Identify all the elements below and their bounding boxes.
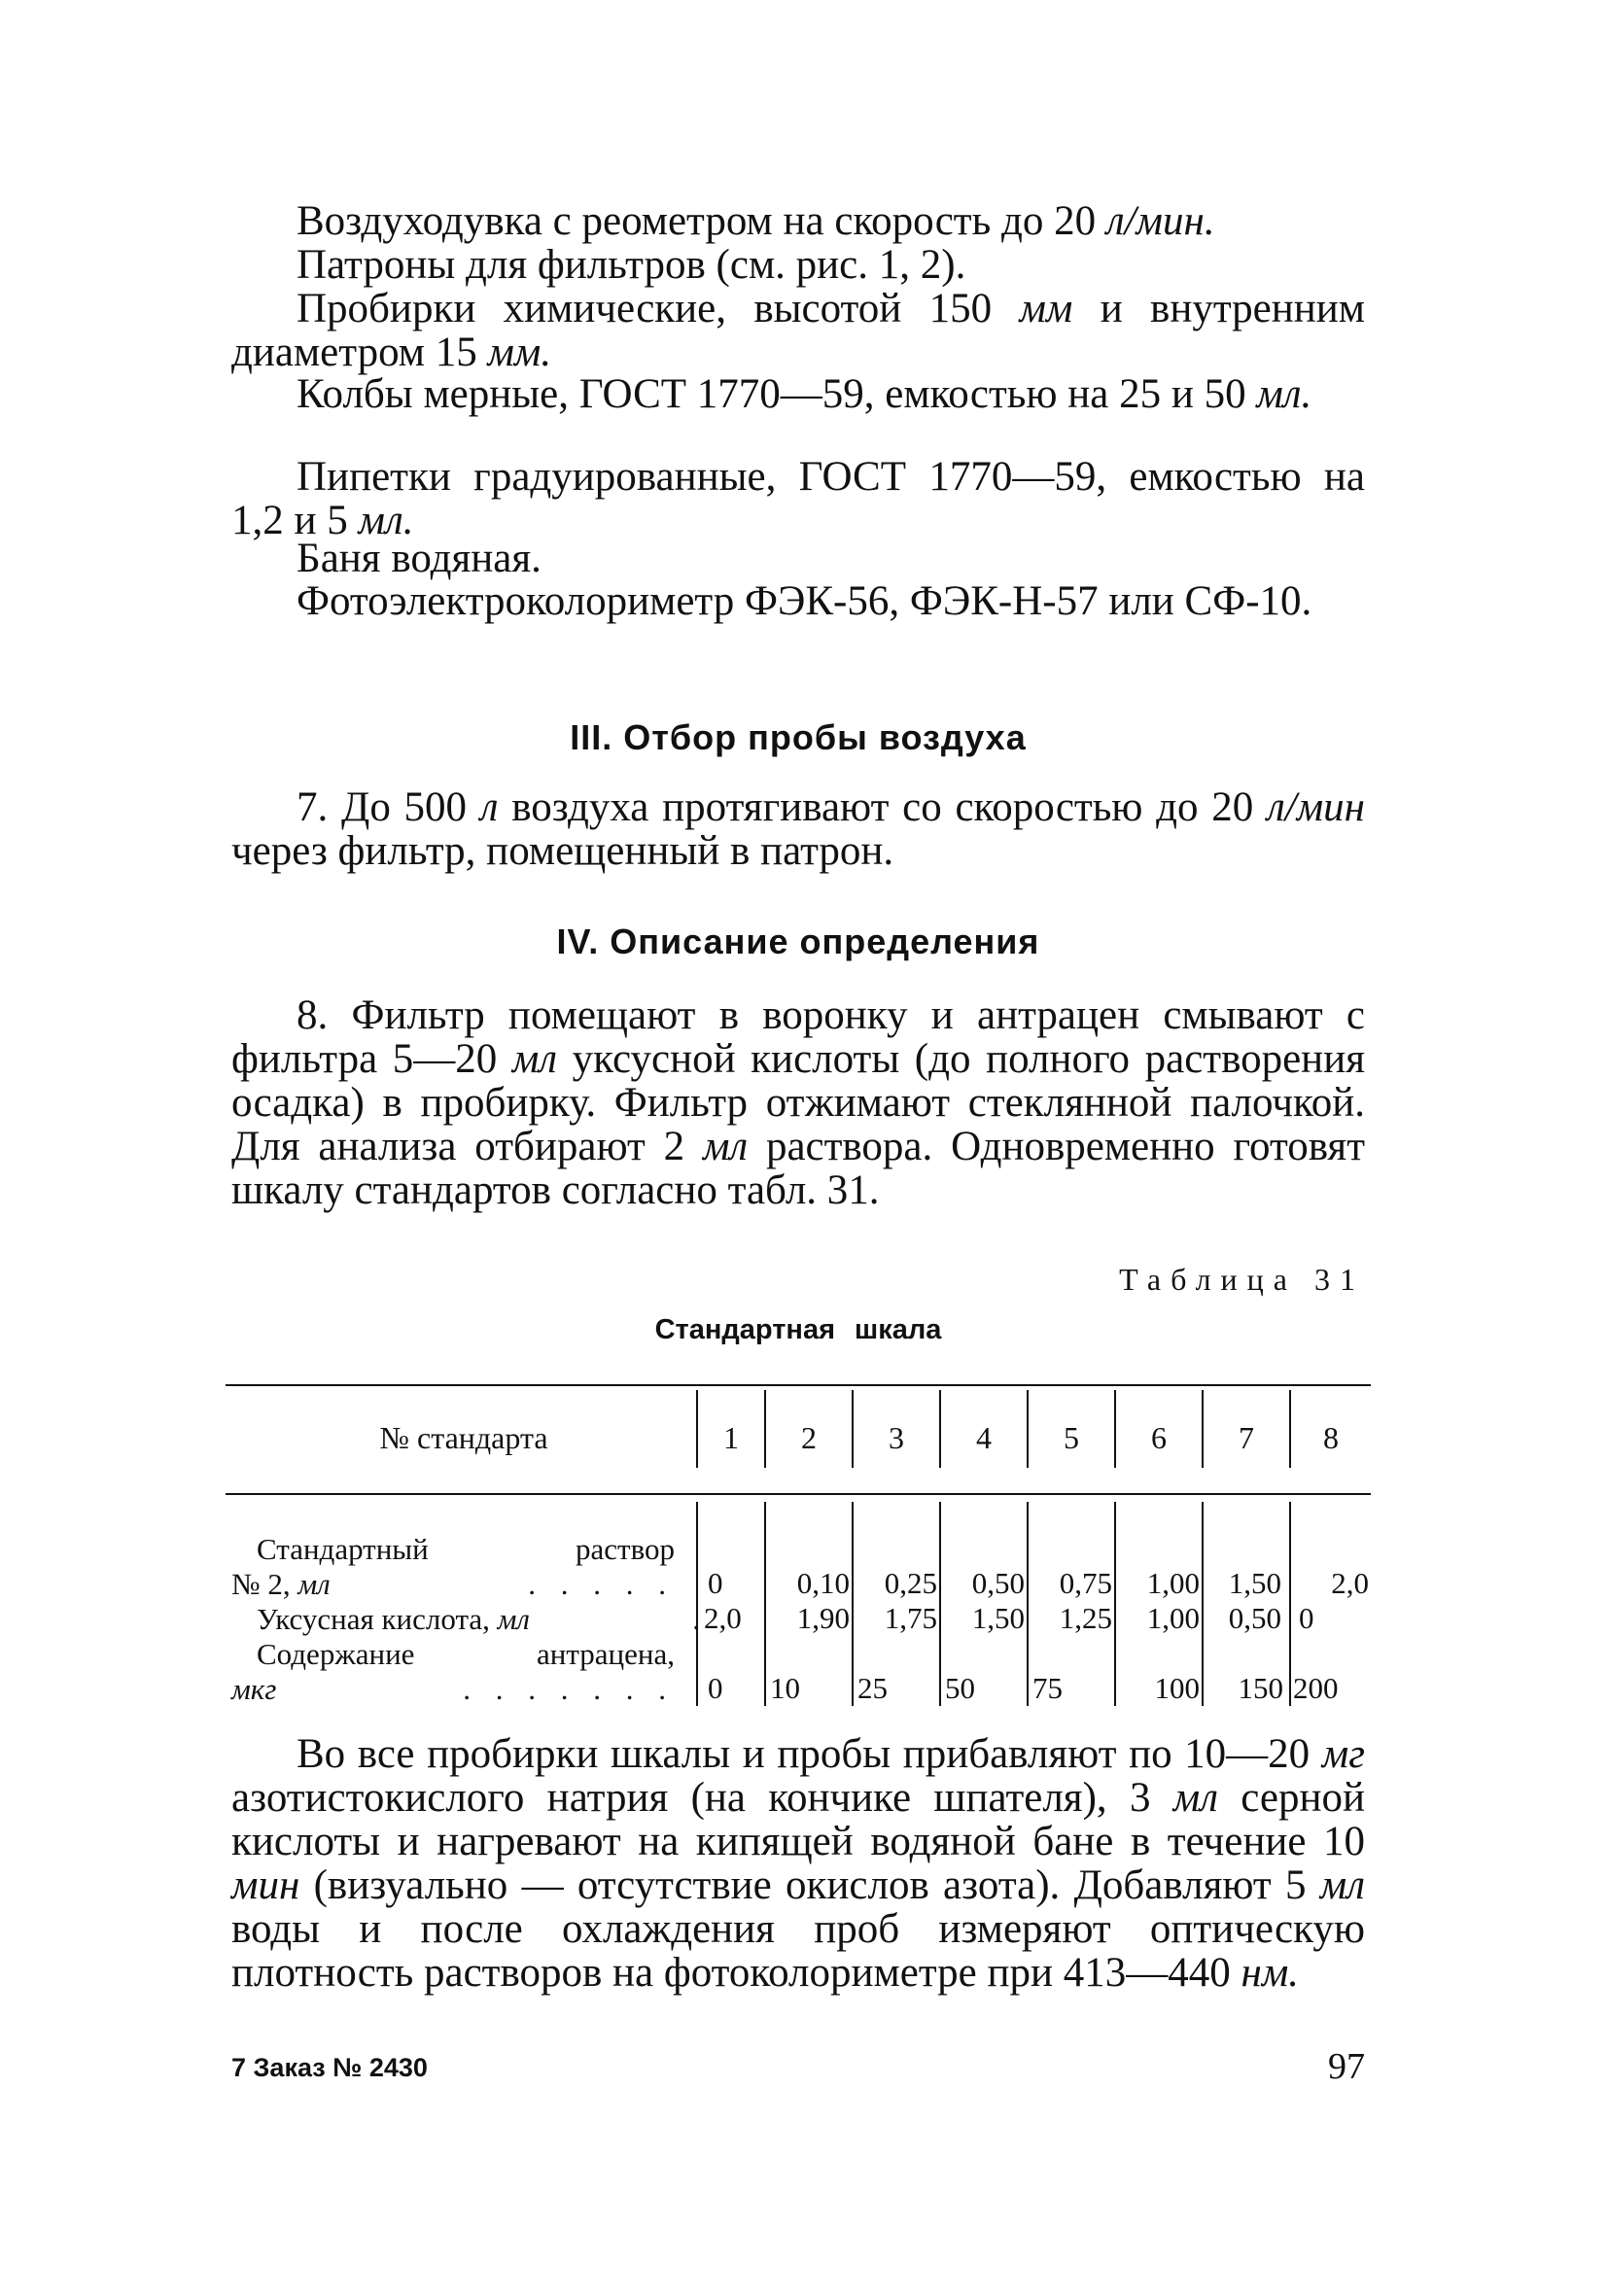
table-cell: 0 bbox=[1299, 1601, 1314, 1635]
table-cell: 1,25 bbox=[1059, 1601, 1112, 1635]
table-header-col: 1 bbox=[723, 1420, 739, 1455]
table-header-col: 7 bbox=[1239, 1420, 1254, 1455]
table-cell: 1,50 bbox=[1228, 1566, 1281, 1600]
col-divider bbox=[1289, 1502, 1291, 1706]
after-table-paragraph: Во все пробирки шкалы и пробы прибавляют по 10—20 мг азотистокислого натрия (на кончике шпателя), 3 мл серной кислоты и нагревают на кипящей водяной бане в течение 10 мин (визуально — отсутствие окислов азота). Добавляют 5 мл воды и после охлаждения проб измеряют оптическую плотность растворов на фотоколориметре при 413—440 нм. bbox=[231, 1731, 1365, 1996]
table-header-first: № стандарта bbox=[379, 1420, 548, 1455]
table-cell: 0,75 bbox=[1059, 1566, 1112, 1600]
table-title: Стандартная шкала bbox=[654, 1314, 942, 1345]
table-cell: 0 bbox=[708, 1671, 723, 1705]
table-cell: 100 bbox=[1154, 1671, 1200, 1705]
section-3-paragraph: 7. До 500 л воздуха протягивают со скоростью до 20 л/мин через фильтр, помещенный в патрон. bbox=[231, 784, 1365, 874]
print-order-note: 7 Заказ № 2430 bbox=[231, 2053, 428, 2082]
table-header-col: 5 bbox=[1064, 1420, 1079, 1455]
cartridges-item: Патроны для фильтров (см. рис. 1, 2). bbox=[297, 242, 966, 288]
table-cell: 2,0 bbox=[1331, 1566, 1369, 1600]
pipettes-item: Пипетки градуированные, ГОСТ 1770—59, емкостью на 1,2 и 5 мл. bbox=[231, 454, 1365, 543]
table-cell: 200 bbox=[1293, 1671, 1339, 1705]
table-cell: 0,50 bbox=[1228, 1601, 1281, 1635]
table-header-col: 4 bbox=[976, 1420, 992, 1455]
tubes-item: Пробирки химические, высотой 150 мм и внутренним диаметром 15 мм. bbox=[231, 286, 1365, 375]
table-cell: 0 bbox=[708, 1566, 723, 1600]
table-cell: 10 bbox=[770, 1671, 800, 1705]
table-cell: 25 bbox=[857, 1671, 888, 1705]
table-cell: 1,75 bbox=[884, 1601, 937, 1635]
table-cell: 50 bbox=[945, 1671, 975, 1705]
table-cell: 1,50 bbox=[971, 1601, 1025, 1635]
section-4-heading: IV. Описание определения bbox=[556, 922, 1040, 961]
table-header-col: 2 bbox=[801, 1420, 817, 1455]
table-label: Таблица 31 bbox=[1119, 1262, 1365, 1297]
table-cell: 0,25 bbox=[884, 1566, 937, 1600]
photometer-item: Фотоэлектроколориметр ФЭК-56, ФЭК-Н-57 или СФ-10. bbox=[297, 578, 1312, 624]
table-header-col: 6 bbox=[1151, 1420, 1167, 1455]
table-top-rule bbox=[226, 1384, 1371, 1386]
table-cell: 1,90 bbox=[796, 1601, 850, 1635]
table-cell: 75 bbox=[1032, 1671, 1063, 1705]
table-cell: 1,00 bbox=[1146, 1601, 1200, 1635]
bath-item: Баня водяная. bbox=[297, 536, 542, 581]
blower-item: Воздуходувка с реометром на скорость до 20 л/мин. bbox=[297, 198, 1215, 244]
row-label-acetic-acid: Уксусная кислота, мл . bbox=[257, 1602, 700, 1636]
table-cell: 1,00 bbox=[1146, 1566, 1200, 1600]
page-number: 97 bbox=[1328, 2046, 1365, 2087]
section-4-paragraph: 8. Фильтр помещают в воронку и антрацен смывают с фильтра 5—20 мл уксусной кислоты (до полного растворения осадка) в пробирку. Фильтр отжимают стеклянной палочкой. Для анализа отбирают 2 мл раствора. Одновременно готовят шкалу стандартов согласно табл. 31. bbox=[231, 992, 1366, 1213]
section-3-heading: III. Отбор пробы воздуха bbox=[570, 717, 1027, 757]
table-header-col: 3 bbox=[889, 1420, 904, 1455]
table-cell: 2,0 bbox=[704, 1601, 742, 1635]
row-label-anthracene-content: Содержание антрацена, мкг . . . . . . . bbox=[231, 1637, 675, 1706]
table-cell: 0,50 bbox=[971, 1566, 1025, 1600]
flasks-item: Колбы мерные, ГОСТ 1770—59, емкостью на 25 и 50 мл. bbox=[297, 371, 1312, 417]
table-header-col: 8 bbox=[1323, 1420, 1339, 1455]
table-cell: 150 bbox=[1238, 1671, 1283, 1705]
row-label-standard-solution: Стандартный раствор № 2, мл . . . . . bbox=[231, 1532, 675, 1601]
table-cell: 0,10 bbox=[796, 1566, 850, 1600]
table-header-rule bbox=[226, 1493, 1371, 1495]
